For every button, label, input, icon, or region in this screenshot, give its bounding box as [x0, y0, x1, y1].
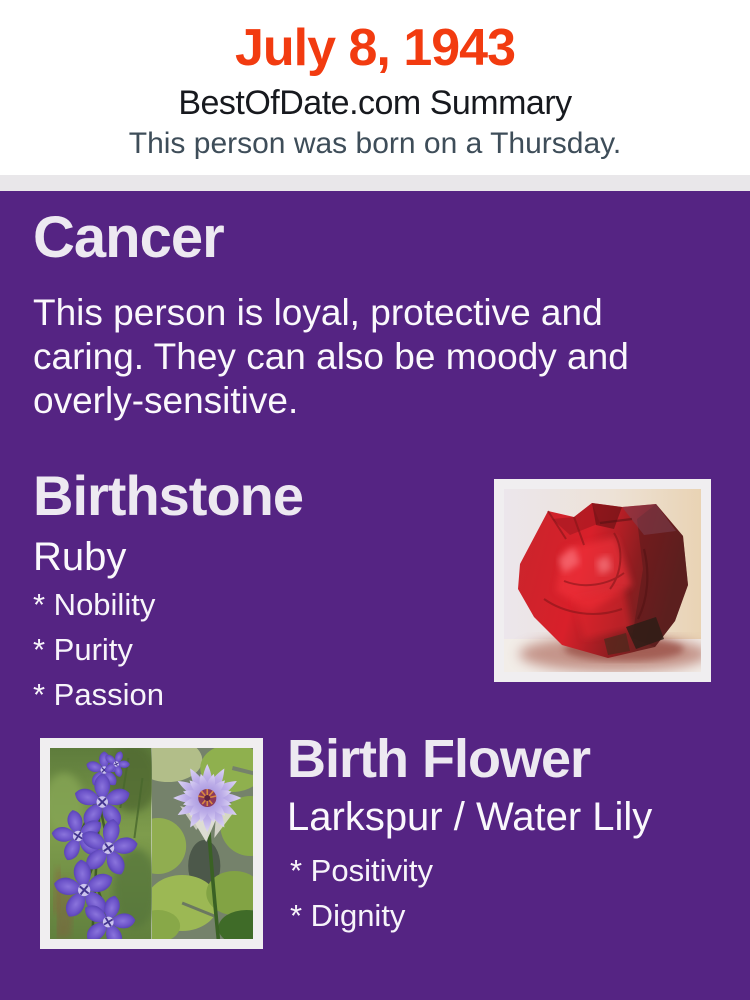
born-weekday-line: This person was born on a Thursday.: [128, 127, 622, 160]
zodiac-description: This person is loyal, protective and caring. They can also be moody and overly-sensitive.: [33, 292, 629, 421]
birthstone-name: Ruby: [33, 535, 127, 579]
summary-body-panel: [0, 191, 750, 1000]
header-divider-bar: [0, 175, 750, 191]
birthstone-heading: Birthstone: [33, 464, 303, 527]
larkspur-photo-illustration: [50, 748, 152, 939]
site-summary-title: BestOfDate.com Summary: [178, 84, 572, 122]
water-lily-photo-illustration: [152, 748, 254, 939]
zodiac-sign-heading: Cancer: [33, 205, 224, 270]
birth-flower-trait: * Dignity: [290, 898, 406, 933]
birthstone-trait: * Nobility: [33, 587, 156, 622]
birthstone-trait: * Purity: [33, 632, 133, 667]
birth-flower-photo: [40, 738, 263, 949]
birthstone-trait: * Passion: [33, 677, 164, 712]
birth-flower-heading: Birth Flower: [287, 729, 591, 789]
ruby-photo: [494, 479, 711, 682]
birth-flower-trait: * Positivity: [290, 853, 433, 888]
date-title: July 8, 1943: [235, 19, 515, 77]
birth-flower-name: Larkspur / Water Lily: [287, 795, 653, 839]
ruby-photo-illustration: [504, 489, 701, 672]
